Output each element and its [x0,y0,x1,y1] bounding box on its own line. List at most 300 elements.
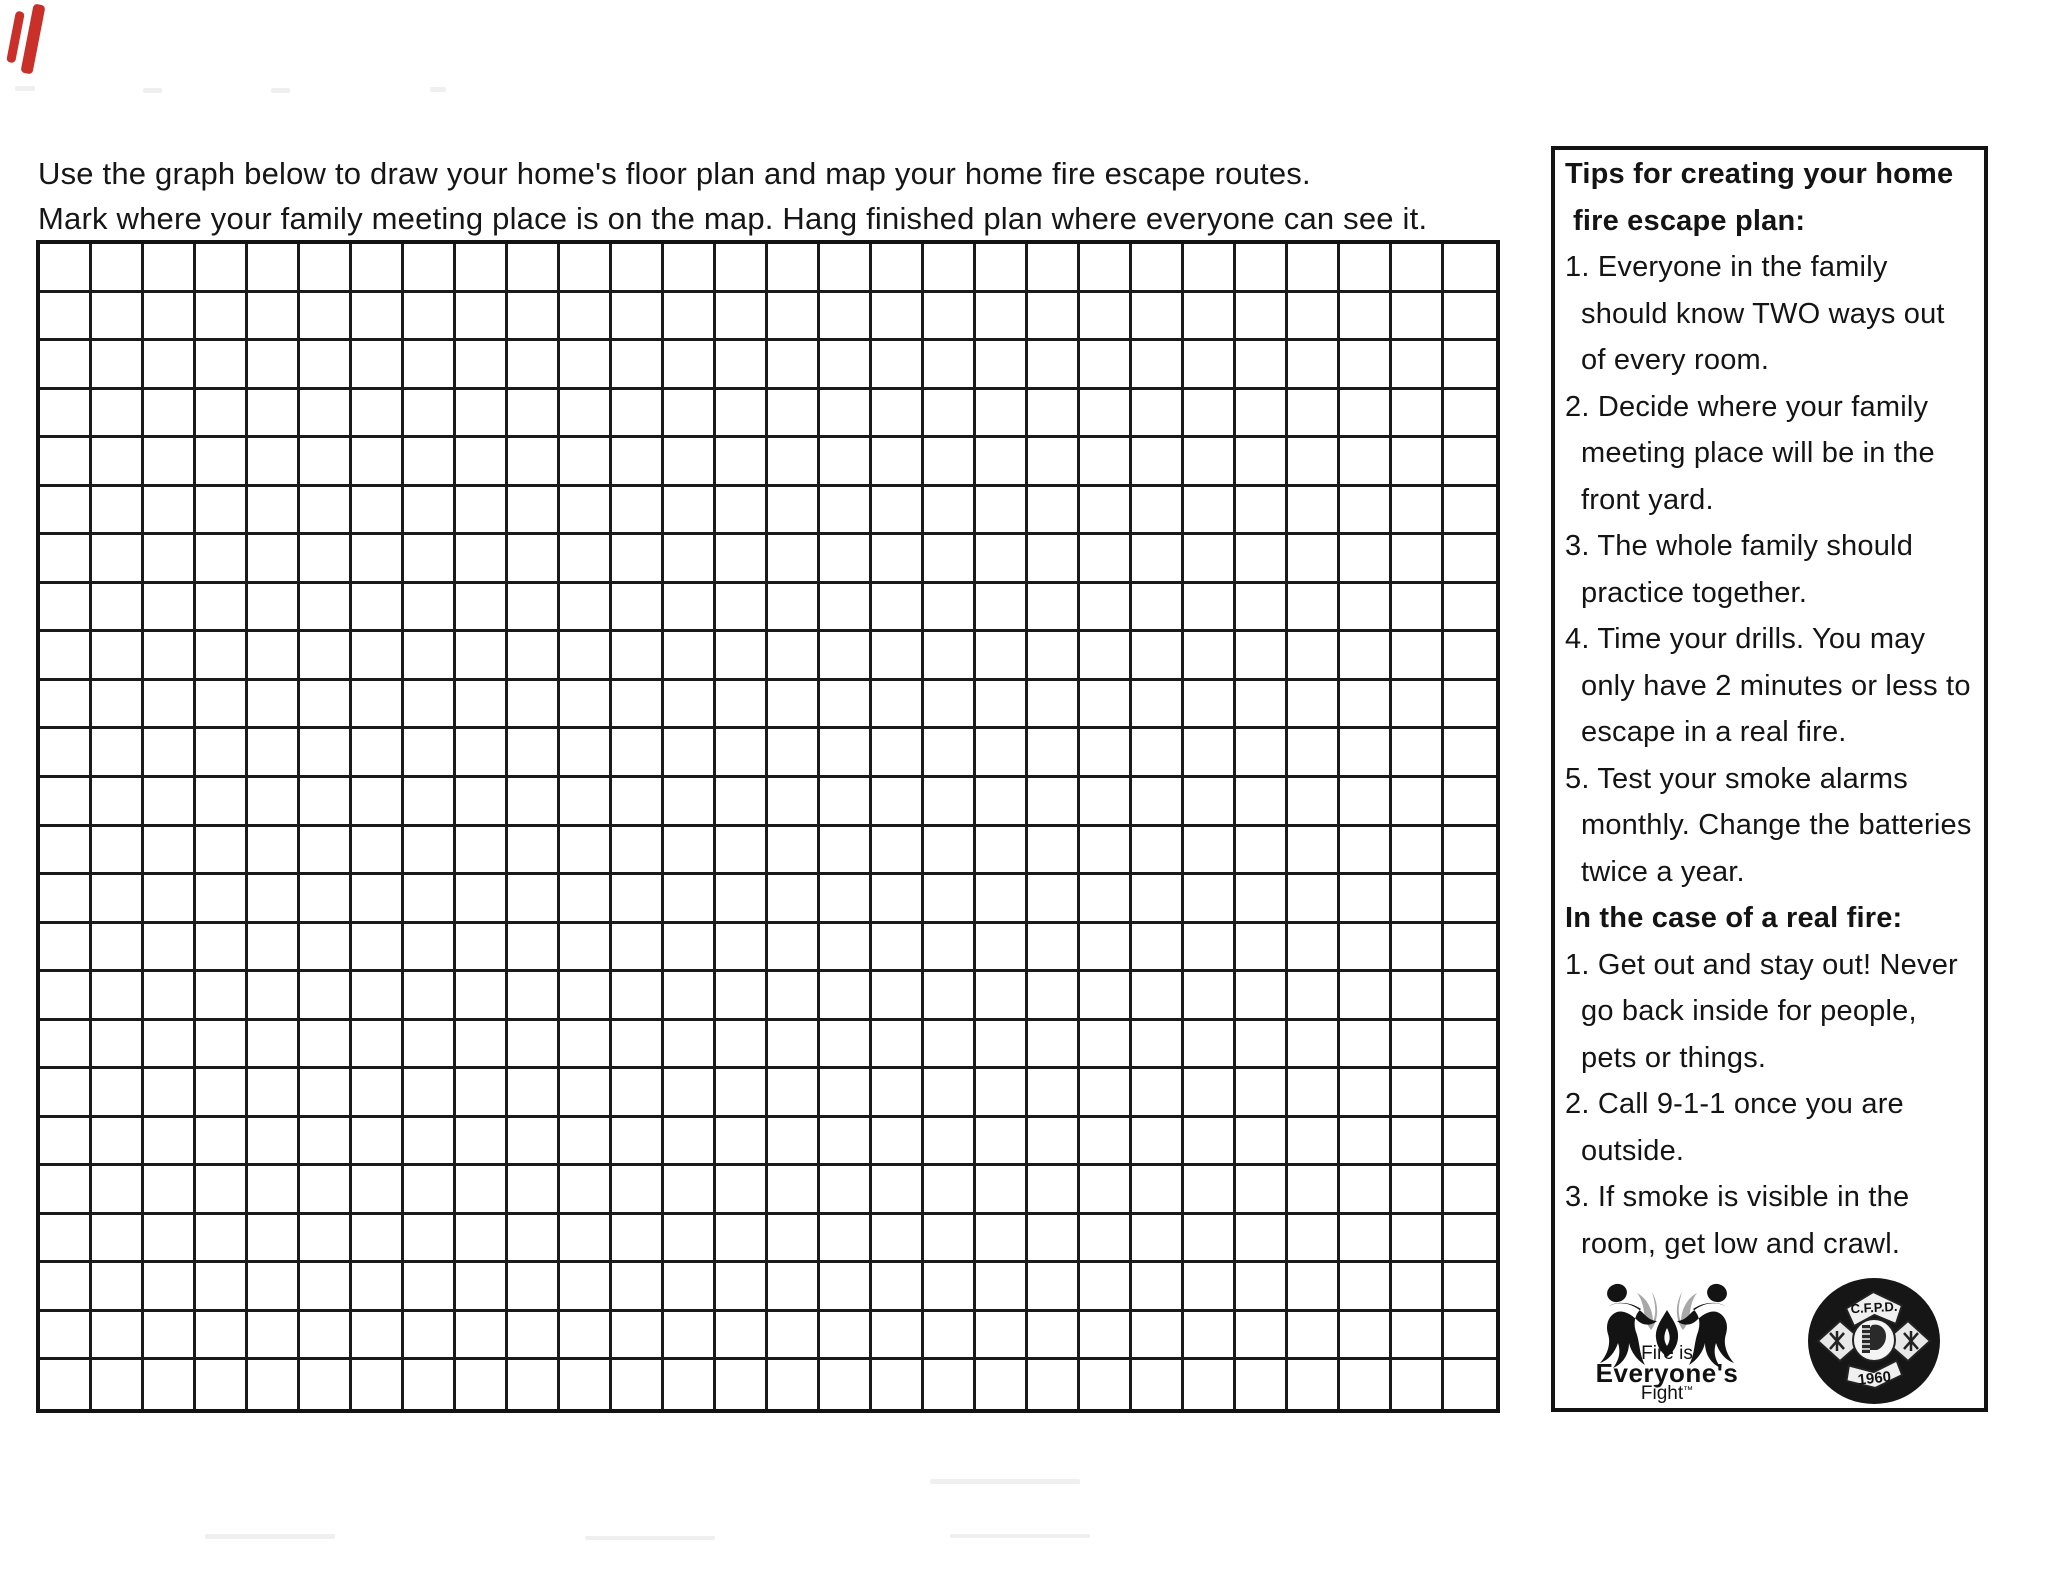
grid-cell [664,1215,716,1264]
grid-cell [1288,1118,1340,1167]
grid-cell [1444,778,1496,827]
grid-cell [300,681,352,730]
grid-cell [1444,487,1496,536]
grid-cell [300,438,352,487]
tip-line: should know TWO ways out [1581,297,1945,330]
grid-cell [872,341,924,390]
grid-cell [612,244,664,293]
grid-cell [1028,729,1080,778]
grid-cell [1444,535,1496,584]
grid-cell [404,487,456,536]
grid-cell [820,972,872,1021]
grid-cell [456,1069,508,1118]
grid-cell [456,438,508,487]
grid-cell [508,438,560,487]
grid-cell [872,972,924,1021]
grid-cell [924,244,976,293]
grid-cell [1392,924,1444,973]
grid-cell [820,1021,872,1070]
grid-cell [1340,778,1392,827]
grid-cell [1340,681,1392,730]
grid-cell [144,293,196,342]
grid-cell [924,584,976,633]
grid-cell [456,681,508,730]
grid-cell [92,681,144,730]
grid-cell [1288,244,1340,293]
grid-cell [664,827,716,876]
grid-cell [976,681,1028,730]
grid-cell [196,1166,248,1215]
tip-line: 1. Get out and stay out! Never [1565,948,1958,981]
grid-cell [508,1312,560,1361]
grid-cell [872,1215,924,1264]
grid-cell [1184,1215,1236,1264]
grid-cell [1080,584,1132,633]
grid-cell [456,729,508,778]
grid-cell [768,875,820,924]
grid-cell [976,487,1028,536]
grid-cell [1340,390,1392,439]
grid-cell [1444,1166,1496,1215]
grid-cell [664,438,716,487]
grid-cell [716,535,768,584]
grid-cell [92,1312,144,1361]
grid-cell [1184,584,1236,633]
grid-cell [560,584,612,633]
grid-cell [92,1360,144,1409]
grid-cell [456,341,508,390]
grid-cell [404,778,456,827]
grid-cell [1132,1263,1184,1312]
grid-cell [1132,584,1184,633]
grid-cell [92,341,144,390]
grid-cell [560,1215,612,1264]
grid-cell [1288,729,1340,778]
grid-cell [560,729,612,778]
grid-cell [1288,632,1340,681]
grid-cell [352,244,404,293]
grid-cell [92,293,144,342]
grid-cell [1288,1069,1340,1118]
grid-cell [1028,924,1080,973]
grid-cell [404,390,456,439]
grid-cell [456,1118,508,1167]
grid-cell [1236,293,1288,342]
grid-cell [924,924,976,973]
grid-cell [196,681,248,730]
grid-cell [1236,827,1288,876]
grid-cell [820,1118,872,1167]
grid-cell [716,632,768,681]
grid-cell [1444,1021,1496,1070]
grid-cell [144,827,196,876]
grid-cell [768,681,820,730]
grid-cell [92,972,144,1021]
grid-cell [144,438,196,487]
grid-cell [1028,584,1080,633]
grid-cell [1444,875,1496,924]
grid-cell [1132,293,1184,342]
grid-cell [508,584,560,633]
grid-cell [1340,1118,1392,1167]
grid-cell [1028,1312,1080,1361]
grid-cell [1340,341,1392,390]
grid-cell [872,584,924,633]
grid-cell [1444,584,1496,633]
grid-cell [612,1360,664,1409]
tip-line: 3. If smoke is visible in the [1565,1181,1910,1213]
grid-cell [716,487,768,536]
grid-cell [248,778,300,827]
grid-cell [1080,924,1132,973]
grid-cell [404,244,456,293]
grid-cell [300,1215,352,1264]
grid-cell [300,1312,352,1361]
grid-cell [1392,1312,1444,1361]
grid-cell [40,875,92,924]
grid-cell [1392,1263,1444,1312]
scan-smudge [271,88,290,93]
grid-cell [1184,1118,1236,1167]
grid-cell [508,1069,560,1118]
grid-cell [1236,341,1288,390]
grid-cell [1340,1215,1392,1264]
grid-cell [144,1118,196,1167]
grid-cell [92,535,144,584]
grid-cell [1340,875,1392,924]
grid-cell [1288,875,1340,924]
grid-cell [1028,438,1080,487]
grid-cell [716,1360,768,1409]
grid-cell [508,827,560,876]
grid-cell [196,487,248,536]
grid-cell [1028,487,1080,536]
grid-cell [716,1312,768,1361]
grid-cell [664,924,716,973]
tip-line: front yard. [1581,483,1714,516]
grid-cell [664,632,716,681]
grid-cell [404,827,456,876]
grid-cell [1288,584,1340,633]
grid-cell [248,390,300,439]
grid-cell [508,1166,560,1215]
tip-line: monthly. Change the batteries [1581,809,1972,841]
grid-cell [924,1263,976,1312]
grid-cell [92,1263,144,1312]
grid-cell [1184,390,1236,439]
grid-cell [872,438,924,487]
grid-cell [196,1263,248,1312]
grid-cell [144,244,196,293]
grid-cell [352,1069,404,1118]
grid-cell [1288,1166,1340,1215]
grid-cell [1132,341,1184,390]
grid-cell [768,1263,820,1312]
grid-cell [1080,293,1132,342]
grid-cell [352,972,404,1021]
grid-cell [40,244,92,293]
grid-cell [404,729,456,778]
grid-cell [508,341,560,390]
grid-cell [196,729,248,778]
grid-cell [1340,535,1392,584]
tips-panel [1551,146,1988,1412]
grid-cell [1236,632,1288,681]
grid-cell [1444,1215,1496,1264]
grid-cell [1080,438,1132,487]
grid-cell [976,1166,1028,1215]
grid-cell [1392,293,1444,342]
grid-cell [872,1360,924,1409]
grid-cell [1080,778,1132,827]
grid-cell [664,681,716,730]
grid-cell [976,924,1028,973]
grid-cell [664,1263,716,1312]
grid-cell [248,1118,300,1167]
grid-cell [40,1215,92,1264]
grid-cell [768,244,820,293]
grid-cell [40,438,92,487]
grid-cell [248,632,300,681]
grid-cell [1340,487,1392,536]
grid-cell [1236,875,1288,924]
grid-cell [196,584,248,633]
grid-cell [1340,924,1392,973]
grid-cell [872,535,924,584]
scan-smudge [930,1479,1080,1484]
grid-cell [196,1118,248,1167]
grid-cell [1080,875,1132,924]
grid-cell [456,1312,508,1361]
grid-cell [976,729,1028,778]
grid-cell [612,778,664,827]
grid-cell [248,729,300,778]
grid-cell [1340,1021,1392,1070]
grid-cell [1392,681,1444,730]
grid-cell [196,390,248,439]
grid-cell [456,1021,508,1070]
grid-cell [1444,341,1496,390]
grid-cell [560,1118,612,1167]
grid-cell [872,487,924,536]
grid-cell [300,827,352,876]
grid-cell [1080,681,1132,730]
grid-cell [1080,1069,1132,1118]
grid-cell [40,293,92,342]
grid-cell [612,1118,664,1167]
grid-cell [976,1215,1028,1264]
tip-line: 5. Test your smoke alarms [1565,762,1908,795]
grid-cell [872,390,924,439]
instruction-line-2: Mark where your family meeting place is on the map. Hang finished plan where everyone can see it. [38,201,1428,236]
grid-cell [1184,487,1236,536]
grid-cell [196,827,248,876]
grid-cell [612,1166,664,1215]
grid-cell [664,244,716,293]
grid-cell [560,972,612,1021]
grid-cell [1392,584,1444,633]
grid-cell [508,729,560,778]
grid-cell [352,875,404,924]
grid-cell [716,875,768,924]
grid-cell [612,438,664,487]
grid-cell [144,875,196,924]
grid-cell [1444,827,1496,876]
grid-cell [768,1069,820,1118]
grid-cell [1392,244,1444,293]
grid-cell [144,1312,196,1361]
grid-cell [924,632,976,681]
grid-cell [1184,341,1236,390]
grid-cell [612,535,664,584]
grid-cell [612,1021,664,1070]
tips-list [1565,244,1978,895]
grid-cell [820,438,872,487]
grid-cell [1288,1021,1340,1070]
grid-cell [976,244,1028,293]
grid-cell [664,1166,716,1215]
grid-cell [196,1069,248,1118]
grid-cell [664,341,716,390]
grid-cell [1184,1263,1236,1312]
grid-cell [1392,487,1444,536]
grid-cell [612,632,664,681]
grid-cell [196,341,248,390]
grid-cell [1288,390,1340,439]
grid-cell [612,390,664,439]
grid-cell [456,924,508,973]
grid-cell [924,1118,976,1167]
grid-cell [508,924,560,973]
grid-cell [196,535,248,584]
grid-cell [1184,1312,1236,1361]
grid-cell [1392,438,1444,487]
grid-cell [768,1021,820,1070]
grid-cell [196,1360,248,1409]
grid-cell [404,438,456,487]
grid-cell [1132,875,1184,924]
grid-cell [1236,244,1288,293]
grid-cell [612,875,664,924]
grid-cell [1236,924,1288,973]
grid-cell [820,924,872,973]
grid-cell [352,1021,404,1070]
tip-line: of every room. [1581,344,1770,376]
grid-cell [1444,972,1496,1021]
grid-cell [1080,827,1132,876]
grid-cell [1184,924,1236,973]
grid-cell [976,1263,1028,1312]
grid-cell [248,1069,300,1118]
grid-cell [92,729,144,778]
grid-cell [352,341,404,390]
grid-cell [196,244,248,293]
grid-cell [924,1312,976,1361]
grid-cell [1236,1069,1288,1118]
grid-cell [1340,244,1392,293]
grid-cell [768,390,820,439]
grid-cell [1132,972,1184,1021]
grid-cell [976,1360,1028,1409]
grid-cell [248,584,300,633]
grid-cell [1444,438,1496,487]
grid-cell [1444,681,1496,730]
floor-plan-grid [36,240,1500,1413]
grid-cell [40,827,92,876]
tip-line: outside. [1581,1134,1685,1167]
grid-cell [196,972,248,1021]
fief-logo-text-line1: Fire is [1641,1343,1693,1364]
tip-line: 1. Everyone in the family [1565,251,1888,283]
grid-cell [248,1166,300,1215]
grid-cell [820,244,872,293]
grid-cell [768,729,820,778]
cfpd-year-text: 1960 [1856,1368,1892,1389]
grid-cell [1080,487,1132,536]
header-instructions [38,151,1427,241]
grid-cell [404,1263,456,1312]
grid-cell [508,681,560,730]
grid-cell [560,487,612,536]
grid-cell [1080,972,1132,1021]
grid-cell [196,1312,248,1361]
grid-cell [716,438,768,487]
tips-title-line-2: fire escape plan: [1573,204,1806,237]
grid-cell [664,487,716,536]
grid-cell [1288,293,1340,342]
grid-cell [820,535,872,584]
grid-cell [1132,1166,1184,1215]
grid-cell [820,390,872,439]
grid-cell [1132,390,1184,439]
grid-cell [300,972,352,1021]
grid-cell [1184,729,1236,778]
grid-cell [560,341,612,390]
grid-cell [404,1069,456,1118]
grid-cell [612,293,664,342]
grid-cell [1236,1312,1288,1361]
grid-cell [144,681,196,730]
grid-cell [404,584,456,633]
grid-cell [352,390,404,439]
grid-cell [560,293,612,342]
grid-cell [1444,1263,1496,1312]
scan-smudge [205,1534,335,1539]
grid-cell [612,729,664,778]
grid-cell [248,681,300,730]
grid-cell [872,1166,924,1215]
grid-cell [768,535,820,584]
grid-cell [872,293,924,342]
grid-cell [456,487,508,536]
grid-cell [1080,244,1132,293]
grid-cell [352,1166,404,1215]
grid-cell [508,972,560,1021]
grid-cell [352,1263,404,1312]
grid-cell [1444,293,1496,342]
grid-cell [248,1360,300,1409]
grid-cell [1028,681,1080,730]
grid-cell [40,487,92,536]
grid-cell [976,1118,1028,1167]
grid-cell [1236,1263,1288,1312]
grid-cell [1236,729,1288,778]
tips-panel-text [1555,150,1984,1267]
grid-cell [508,1263,560,1312]
grid-cell [1340,827,1392,876]
grid-cell [1132,924,1184,973]
grid-cell [716,778,768,827]
